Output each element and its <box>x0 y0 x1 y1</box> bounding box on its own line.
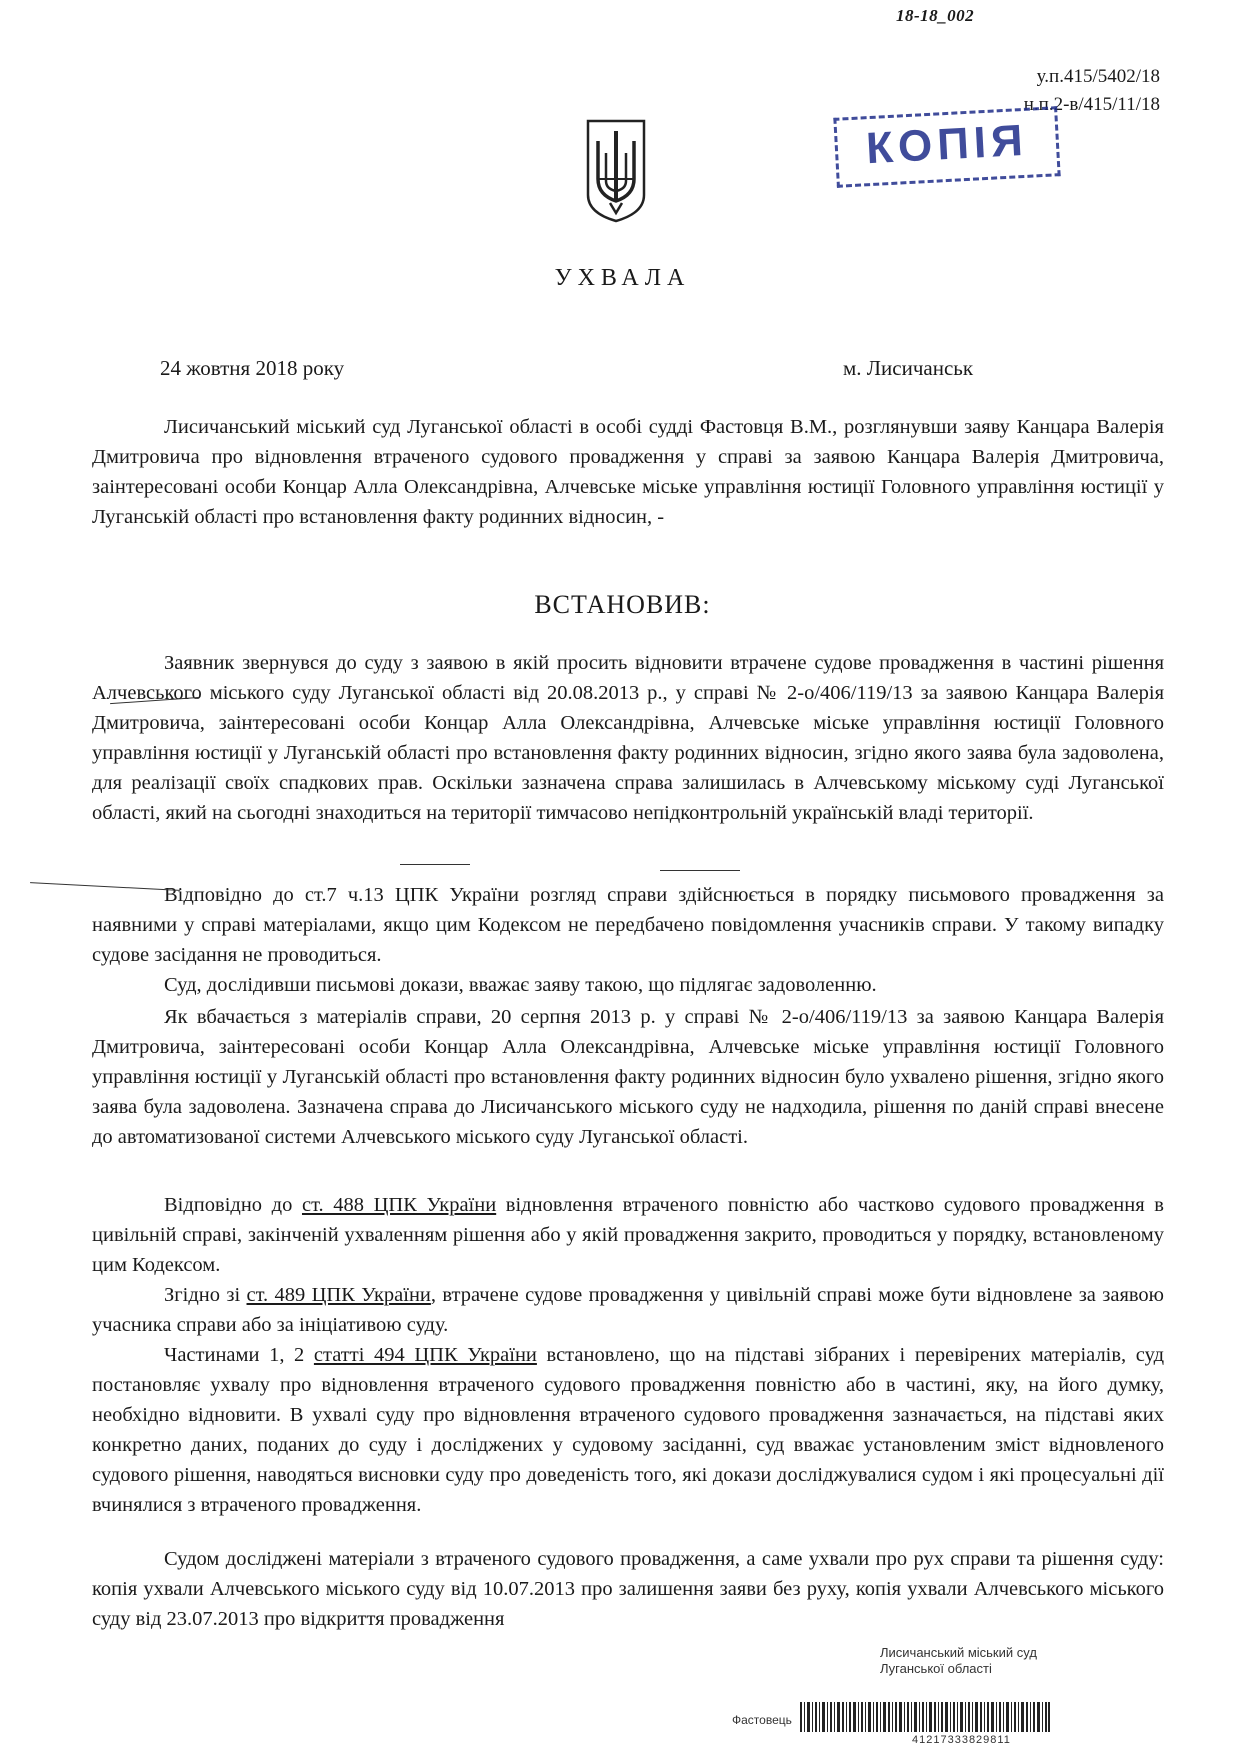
paragraph-text: Частинами 1, 2 <box>164 1344 314 1366</box>
intro-paragraph: Лисичанський міський суд Луганської області в особі судді Фастовця В.М., розглянувши заяву Канцара Валерія Дмитровича про відновлення втраченого судового провадження у справі за заявою Канцара Валерія Дмитровича, заінтересовані особи Концар Алла Олександрівна, Алчевське міське управління юстиції Головного управління юстиції у Луганській області про встановлення факту родинних відносин, - <box>92 416 1164 528</box>
paragraph-text: Згідно зі <box>164 1284 247 1306</box>
paragraph-article-494 <box>92 1340 1164 1520</box>
document-code: 18-18_002 <box>896 6 975 25</box>
law-reference-link[interactable]: статті 494 ЦПК України <box>313 1344 537 1366</box>
footer-court-line-2: Луганської області <box>880 1661 992 1676</box>
document-date: 24 жовтня 2018 року <box>160 356 345 380</box>
copy-stamp: КОПІЯ <box>833 106 1060 188</box>
document-city: м. Лисичанськ <box>843 356 974 380</box>
footer-court-name <box>880 1645 1037 1677</box>
footer-court-line-1: Лисичанський міський суд <box>880 1645 1037 1660</box>
barcode-number: 41217333829811 <box>912 1734 1011 1746</box>
barcode-icon <box>800 1702 1050 1732</box>
paragraph-article-489 <box>92 1280 1164 1340</box>
paragraph-court-finding: Суд, дослідивши письмові докази, вважає заяву такою, що підлягає задоволенню. <box>164 974 877 996</box>
case-reference-1: у.п.415/5402/18 <box>1036 66 1160 87</box>
paragraph-examined-materials: Судом досліджені матеріали з втраченого судового провадження, а саме ухвали про рух справи та рішення суду: копія ухвали Алчевського міського суду від 10.07.2013 про залишення заяви без руху, копія ухвали Алчевського міського суду від 23.07.2013 про відкриття провадження <box>92 1548 1164 1630</box>
pen-mark <box>400 864 470 865</box>
trident-icon <box>584 117 648 225</box>
paragraph-claim: Заявник звернувся до суду з заявою в якій просить відновити втрачене судове провадження в частині рішення Алчевського міського суду Луганської області від 20.08.2013 р., у справі № 2-о/406/119/13 за заявою Канцара Валерія Дмитровича, заінтересовані особи Концар Алла Олександрівна, Алчевське міське управління юстиції Головного управління юстиції у Луганській області про встановлення факту родинних відносин, згідно якого заява була задоволена, для реалізації своїх спадкових прав. Оскільки зазначена справа залишилась в Алчевському міському суді Луганської області, який на сьогодні знаходиться на території тимчасово непідконтрольній українській владі території. <box>92 652 1164 824</box>
paragraph-text: встановлено, що на підставі зібраних і перевірених матеріалів, суд постановляє ухвалу про відновлення втраченого судового провадження повністю або в частині, яку, на його думку, необхідно відновити. В ухвалі суду про відновлення втраченого судового провадження зазначається, на підставі яких конкретно даних, поданих до суду і досліджених у судовому засіданні, суд вважає установленим зміст відновленого судового рішення, наводяться висновки суду про доведеність того, які докази досліджувалися судом і які процесуальні дії вчинялися з втраченого провадження. <box>92 1344 1165 1516</box>
law-reference-link[interactable]: ст. 488 ЦПК України <box>301 1194 497 1216</box>
pen-mark <box>660 870 740 871</box>
paragraph-text: , втрачене судове провадження у цивільній справі може бути відновлене за заявою учасника справи або за ініціативою суду. <box>92 1284 1164 1336</box>
law-reference-link[interactable]: ст. 489 ЦПК України <box>246 1284 431 1306</box>
paragraph-text: відновлення втраченого повністю або частково судового провадження в цивільній справі, закінченій ухваленням рішення або у якій провадження закрито, проводиться у порядку, встановленому цим Кодексом. <box>92 1194 1164 1276</box>
section-heading: ВСТАНОВИВ: <box>534 590 711 619</box>
paragraph-article-488 <box>92 1190 1164 1280</box>
footer-judge-name: Фастовець <box>732 1713 792 1727</box>
case-reference-2: н.п.2-в/415/11/18 <box>1023 94 1160 115</box>
paragraph-case-materials: Як вбачається з матеріалів справи, 20 серпня 2013 р. у справі № 2-о/406/119/13 за заявою Канцара Валерія Дмитровича, заінтересовані особи Концар Алла Олександрівна, Алчевське міське управління юстиції Головного управління юстиції у Луганській області про встановлення факту родинних відносин було ухвалено рішення, згідно якого заява була задоволена. Зазначена справа до Лисичанського міського суду не надходила, рішення по даній справі внесене до автоматизованої системи Алчевського міського суду Луганської області. <box>92 1006 1164 1148</box>
document-title: УХВАЛА <box>554 265 691 291</box>
paragraph-text: Відповідно до <box>164 1194 302 1216</box>
paragraph-procedure: Відповідно до ст.7 ч.13 ЦПК України розгляд справи здійснюється в порядку письмового провадження за наявними у справі матеріалами, якщо цим Кодексом не передбачено повідомлення учасників справи. У такому випадку судове засідання не проводиться. <box>92 884 1164 966</box>
